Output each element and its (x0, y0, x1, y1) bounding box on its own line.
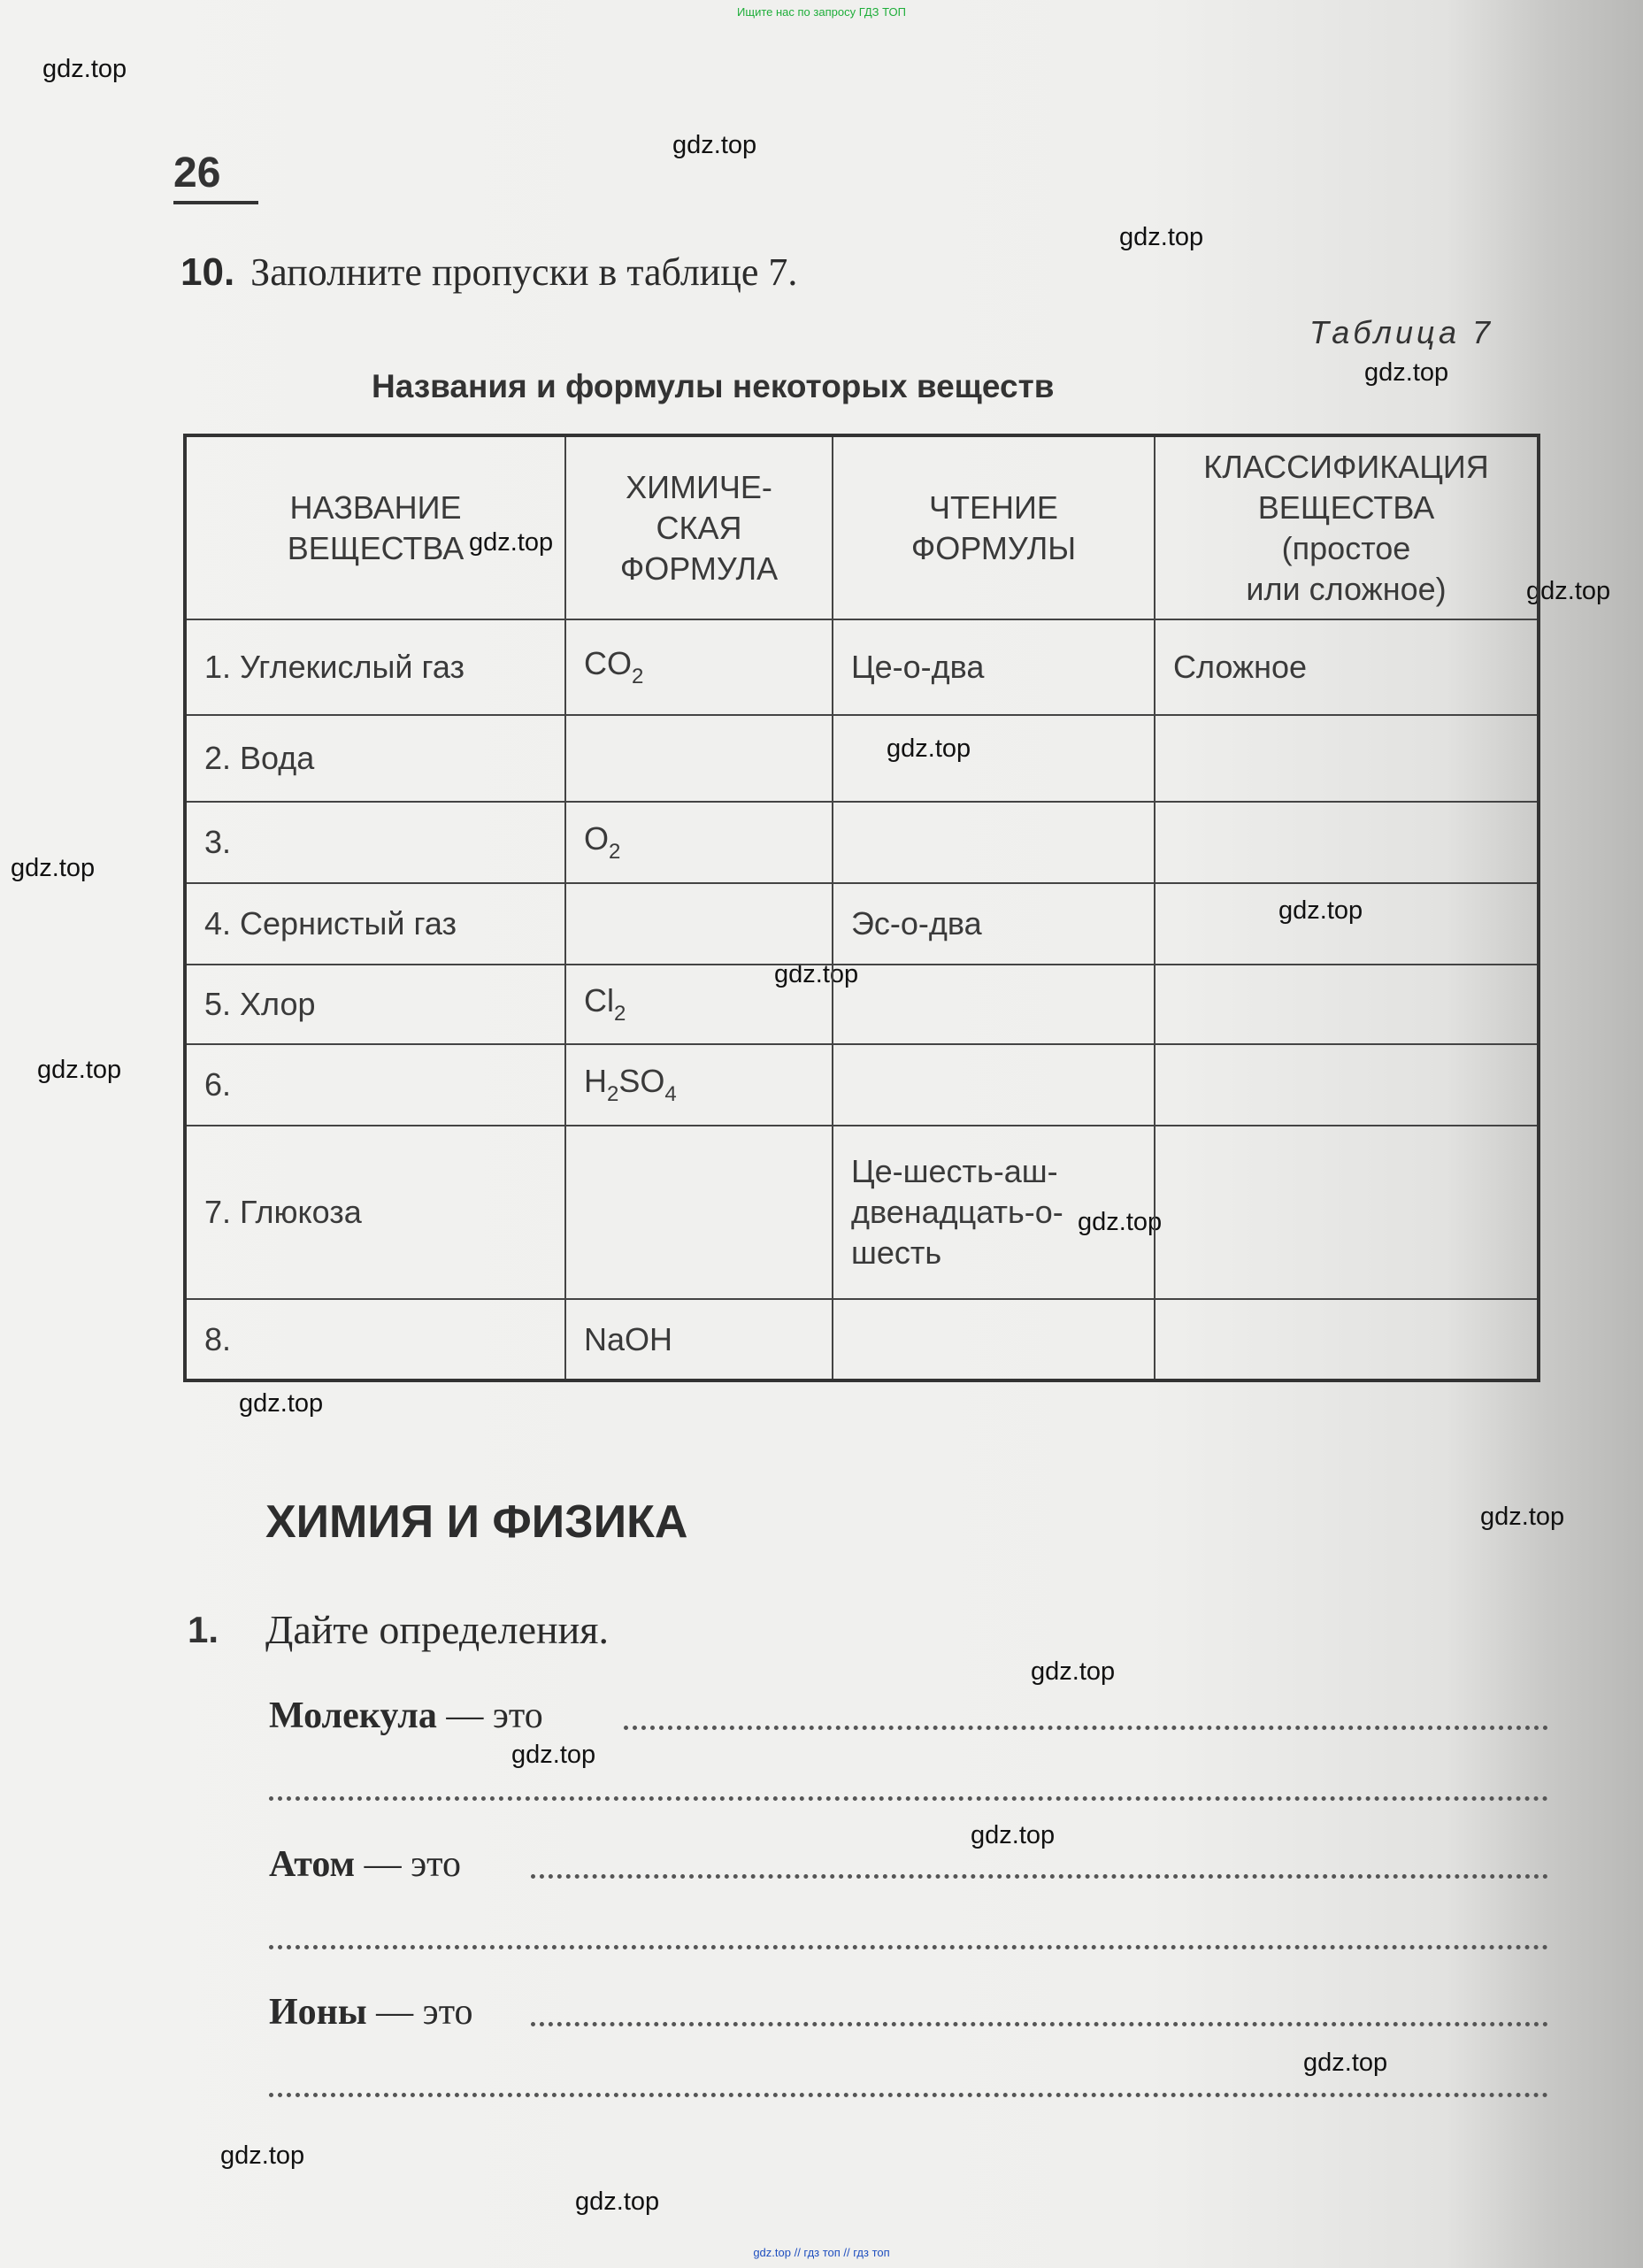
cell-name: 5. Хлор (185, 965, 565, 1044)
header-line: ФОРМУЛА (619, 550, 779, 587)
cell-class: Сложное (1155, 619, 1539, 715)
cell-reading[interactable] (833, 1299, 1155, 1380)
header-line: (простое (1281, 529, 1411, 566)
watermark: gdz.top (239, 1389, 324, 1418)
definition-dash: — это (366, 1992, 473, 2033)
formula-subscript: 4 (664, 1082, 677, 1106)
cell-name: 4. Сернистый газ (185, 883, 565, 965)
cell-reading[interactable] (833, 802, 1155, 883)
cell-name: 7. Глюкоза (185, 1126, 565, 1299)
cell-name: 1. Углекислый газ (185, 619, 565, 715)
watermark: gdz.top (42, 55, 127, 83)
cell-name: 8. (185, 1299, 565, 1380)
cell-formula (565, 619, 833, 715)
table-row (185, 1299, 1539, 1380)
table-row (185, 715, 1539, 802)
table-title: Названия и формулы некоторых веществ (372, 368, 1055, 404)
watermark: gdz.top (575, 2187, 660, 2216)
table-row (185, 965, 1539, 1044)
substances-table (183, 434, 1540, 1382)
page-number: 26 (173, 150, 221, 196)
cell-reading[interactable] (833, 1044, 1155, 1126)
cell-class[interactable] (1155, 1126, 1539, 1299)
cell-reading: Це-о-два (833, 619, 1155, 715)
table-row (185, 802, 1539, 883)
section-title: ХИМИЯ И ФИЗИКА (265, 1496, 688, 1548)
formula-text: CO (584, 645, 632, 681)
answer-line[interactable] (531, 1874, 1548, 1879)
watermark: gdz.top (1526, 577, 1611, 605)
definition-term: Молекула (269, 1695, 437, 1736)
watermark: gdz.top (1364, 358, 1449, 387)
task-heading (180, 250, 797, 295)
formula-text: O (584, 820, 610, 857)
header-formula (565, 435, 833, 619)
header-reading (833, 435, 1155, 619)
watermark: gdz.top (672, 131, 757, 159)
watermark: gdz.top (220, 2141, 305, 2170)
page-number-underline (173, 201, 258, 204)
cell-formula[interactable] (565, 715, 833, 802)
cell-formula (565, 1044, 833, 1126)
definition-ions-label (269, 1991, 473, 2034)
top-note: Ищите нас по запросу ГДЗ ТОП (737, 5, 906, 19)
cell-formula[interactable] (565, 883, 833, 965)
definition-molecule-label (269, 1695, 543, 1737)
header-line: ВЕЩЕСТВА (287, 529, 464, 566)
watermark: gdz.top (469, 528, 554, 557)
definition-term: Ионы (269, 1992, 367, 2033)
answer-line[interactable] (531, 2022, 1548, 2026)
table-header-row (185, 435, 1539, 619)
task-number: 10. (180, 250, 235, 294)
formula-subscript: 2 (609, 840, 621, 864)
table-row (185, 1126, 1539, 1299)
watermark: gdz.top (1031, 1657, 1116, 1686)
answer-line[interactable] (269, 1796, 1548, 1801)
header-line: КЛАССИФИКАЦИЯ (1203, 448, 1489, 485)
watermark: gdz.top (887, 734, 971, 763)
formula-text: SO (618, 1063, 665, 1099)
cell-class[interactable] (1155, 715, 1539, 802)
definition-atom-label (269, 1843, 461, 1886)
answer-line[interactable] (269, 1945, 1548, 1949)
cell-name: 3. (185, 802, 565, 883)
reading-line: шесть (851, 1234, 942, 1271)
watermark: gdz.top (1303, 2049, 1388, 2077)
table-row (185, 1044, 1539, 1126)
answer-line[interactable] (269, 2093, 1548, 2097)
formula-subscript: 2 (632, 665, 644, 688)
header-line: ХИМИЧЕ- (626, 468, 772, 505)
watermark: gdz.top (971, 1821, 1056, 1849)
watermark: gdz.top (1480, 1503, 1565, 1531)
formula-subscript: 2 (607, 1082, 619, 1106)
cell-class[interactable] (1155, 1044, 1539, 1126)
cell-class[interactable] (1155, 883, 1539, 965)
cell-name: 2. Вода (185, 715, 565, 802)
answer-line[interactable] (624, 1726, 1548, 1730)
cell-class[interactable] (1155, 1299, 1539, 1380)
watermark: gdz.top (37, 1056, 122, 1084)
table-row (185, 619, 1539, 715)
cell-formula: NaOH (565, 1299, 833, 1380)
reading-line: двенадцать-о- (851, 1194, 1063, 1230)
header-line: или сложное) (1246, 570, 1447, 607)
reading-line: Це-шесть-аш- (851, 1153, 1058, 1189)
table-row (185, 883, 1539, 965)
header-line: ВЕЩЕСТВА (1257, 488, 1435, 526)
definition-dash: — это (436, 1695, 543, 1736)
question-text: Дайте определения. (265, 1607, 609, 1652)
header-line: НАЗВАНИЕ (289, 488, 462, 526)
cell-class[interactable] (1155, 802, 1539, 883)
watermark: gdz.top (1278, 896, 1363, 925)
task-text: Заполните пропуски в таблице 7. (250, 250, 798, 294)
definition-term: Атом (269, 1844, 356, 1885)
formula-text: H (584, 1063, 607, 1099)
cell-reading: Эс-о-два (833, 883, 1155, 965)
question-number: 1. (188, 1609, 219, 1650)
cell-formula (565, 965, 833, 1044)
watermark: gdz.top (1119, 223, 1204, 251)
cell-reading[interactable] (833, 715, 1155, 802)
cell-formula (565, 802, 833, 883)
table-caption: Таблица 7 (1309, 314, 1494, 350)
header-name (185, 435, 565, 619)
definition-dash: — это (355, 1844, 461, 1885)
formula-subscript: 2 (614, 1002, 626, 1026)
cell-reading[interactable] (833, 965, 1155, 1044)
bottom-note: gdz.top // гдз топ // гдз топ (753, 2246, 890, 2259)
watermark: gdz.top (774, 960, 859, 988)
header-classification (1155, 435, 1539, 619)
cell-formula[interactable] (565, 1126, 833, 1299)
formula-text: Cl (584, 982, 614, 1019)
watermark: gdz.top (511, 1741, 596, 1769)
cell-class[interactable] (1155, 965, 1539, 1044)
header-line: СКАЯ (656, 509, 742, 546)
header-line: ФОРМУЛЫ (910, 529, 1077, 566)
cell-reading (833, 1126, 1155, 1299)
watermark: gdz.top (1078, 1208, 1163, 1236)
header-line: ЧТЕНИЕ (929, 488, 1058, 526)
watermark: gdz.top (11, 854, 96, 882)
cell-name: 6. (185, 1044, 565, 1126)
